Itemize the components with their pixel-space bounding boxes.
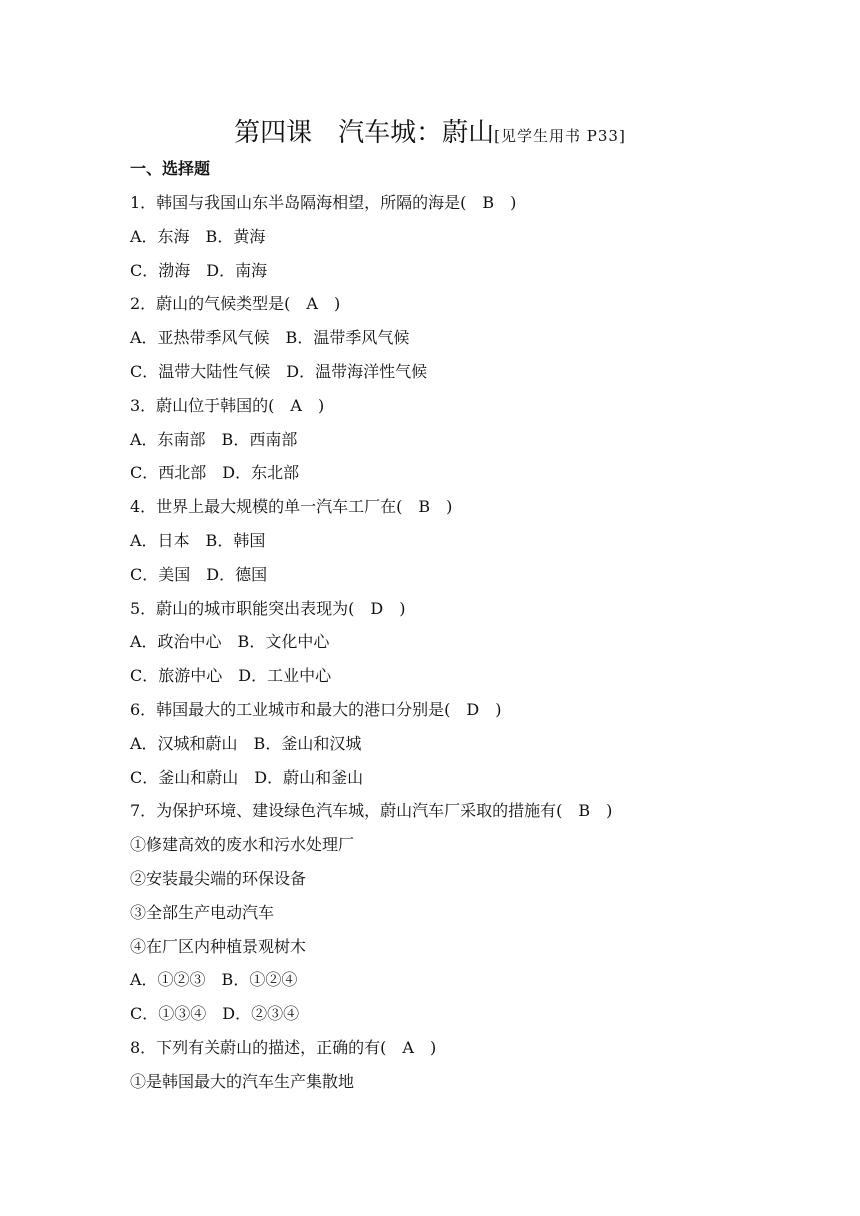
question-line: A．日本 B．韩国 [130, 530, 266, 550]
question-line: C．西北部 D．东北部 [130, 463, 300, 483]
question-line: ①是韩国最大的汽车生产集散地 [130, 1071, 355, 1091]
question-line: A．政治中心 B．文化中心 [130, 632, 330, 652]
question-line: C．釜山和蔚山 D．蔚山和釜山 [130, 767, 364, 787]
question-line: A．①②③ B．①②④ [130, 970, 298, 990]
question-line: 3．蔚山位于韩国的( A ) [130, 395, 325, 415]
question-line: 4．世界上最大规模的单一汽车工厂在( B ) [130, 497, 453, 517]
question-line: C．旅游中心 D．工业中心 [130, 666, 332, 686]
question-line: ③全部生产电动汽车 [130, 902, 275, 922]
question-line: 1．韩国与我国山东半岛隔海相望，所隔的海是( B ) [130, 193, 517, 212]
question-line: 6．韩国最大的工业城市和最大的港口分别是( D ) [130, 699, 502, 719]
question-line: C．温带大陆性气候 D．温带海洋性气候 [130, 361, 428, 381]
question-line: A．亚热带季风气候 B．温带季风气候 [130, 328, 410, 348]
question-line: A．汉城和蔚山 B．釜山和汉城 [130, 733, 362, 753]
question-line: ④在厂区内种植景观树木 [130, 936, 307, 956]
question-line: 5．蔚山的城市职能突出表现为( D ) [130, 598, 406, 618]
question-line: A．东南部 B．西南部 [130, 429, 298, 449]
question-line: A．东海 B．黄海 [130, 226, 266, 246]
section-heading: 一、选择题 [130, 159, 211, 178]
question-line: C．渤海 D．南海 [130, 260, 268, 280]
textbook-reference: [见学生用书 P33] [494, 127, 626, 145]
question-line: ②安装最尖端的环保设备 [130, 868, 307, 888]
question-line: 8．下列有关蔚山的描述，正确的有( A ) [130, 1037, 437, 1057]
question-line: ①修建高效的废水和污水处理厂 [130, 835, 355, 855]
question-line: C．美国 D．德国 [130, 564, 268, 584]
lesson-title [0, 112, 860, 149]
question-line: C．①③④ D．②③④ [130, 1004, 300, 1024]
question-line: 7．为保护环境、建设绿色汽车城，蔚山汽车厂采取的措施有( B ) [130, 801, 613, 821]
question-list [130, 186, 770, 1099]
lesson-title-main: 第四课 汽车城：蔚山 [234, 118, 495, 148]
question-line: 2．蔚山的气候类型是( A ) [130, 294, 341, 314]
